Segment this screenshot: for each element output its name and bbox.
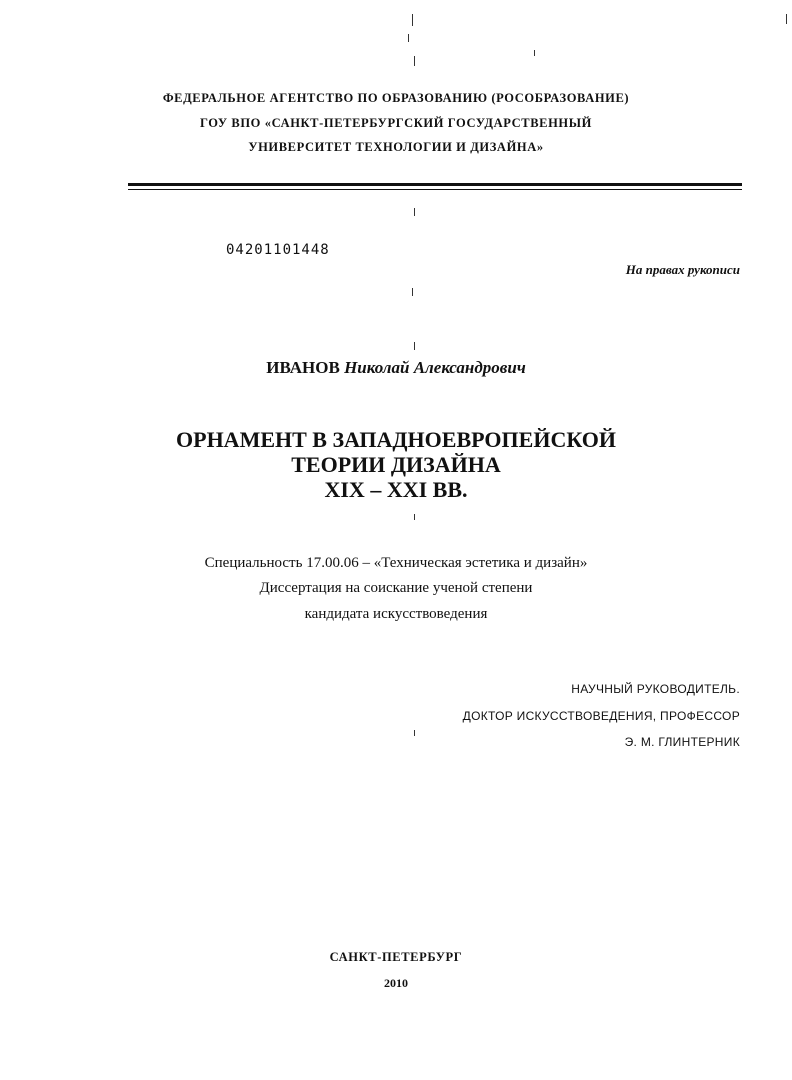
city: САНКТ-ПЕТЕРБУРГ: [329, 950, 463, 964]
scan-speck: [414, 342, 415, 350]
header-rule-thin: [128, 189, 742, 190]
dissertation-title-line-3: XIX – XXI ВВ.: [324, 477, 468, 502]
scan-speck: [408, 34, 409, 42]
degree-line-2: кандидата искусствоведения: [304, 606, 488, 622]
dissertation-title-line-1: ОРНАМЕНТ В ЗАПАДНОЕВРОПЕЙСКОЙ: [176, 427, 616, 452]
year: 2010: [384, 976, 408, 990]
header-rule-thick: [128, 183, 742, 186]
scan-speck: [534, 50, 535, 56]
degree-line-1: Диссертация на соискание ученой степени: [259, 580, 533, 596]
supervisor-role: НАУЧНЫЙ РУКОВОДИТЕЛЬ.: [571, 682, 740, 696]
author-surname: ИВАНОВ: [266, 358, 340, 377]
rights-note: На правах рукописи: [625, 262, 740, 277]
scan-speck: [412, 14, 413, 26]
scan-speck: [786, 14, 787, 24]
agency-line: ФЕДЕРАЛЬНОЕ АГЕНТСТВО ПО ОБРАЗОВАНИЮ (РОСОБРАЗОВАНИЕ): [162, 91, 630, 105]
specialty-line: Специальность 17.00.06 – «Техническая эстетика и дизайн»: [204, 555, 588, 571]
dissertation-title-line-2: ТЕОРИИ ДИЗАЙНА: [291, 452, 501, 477]
supervisor-degree: ДОКТОР ИСКУССТВОВЕДЕНИЯ, ПРОФЕССОР: [462, 709, 740, 723]
supervisor-name: Э. М. ГЛИНТЕРНИК: [624, 735, 740, 749]
author-name: [0, 358, 792, 378]
author-given-names: Николай Александрович: [344, 358, 526, 377]
university-line-2: УНИВЕРСИТЕТ ТЕХНОЛОГИИ И ДИЗАЙНА»: [248, 140, 544, 154]
university-line-1: ГОУ ВПО «САНКТ-ПЕТЕРБУРГСКИЙ ГОСУДАРСТВЕННЫЙ: [200, 116, 592, 130]
scan-speck: [412, 288, 413, 296]
scan-speck: [414, 514, 415, 520]
scan-speck: [414, 56, 415, 66]
catalog-code: 04201101448: [226, 242, 330, 258]
scan-speck: [414, 208, 415, 216]
